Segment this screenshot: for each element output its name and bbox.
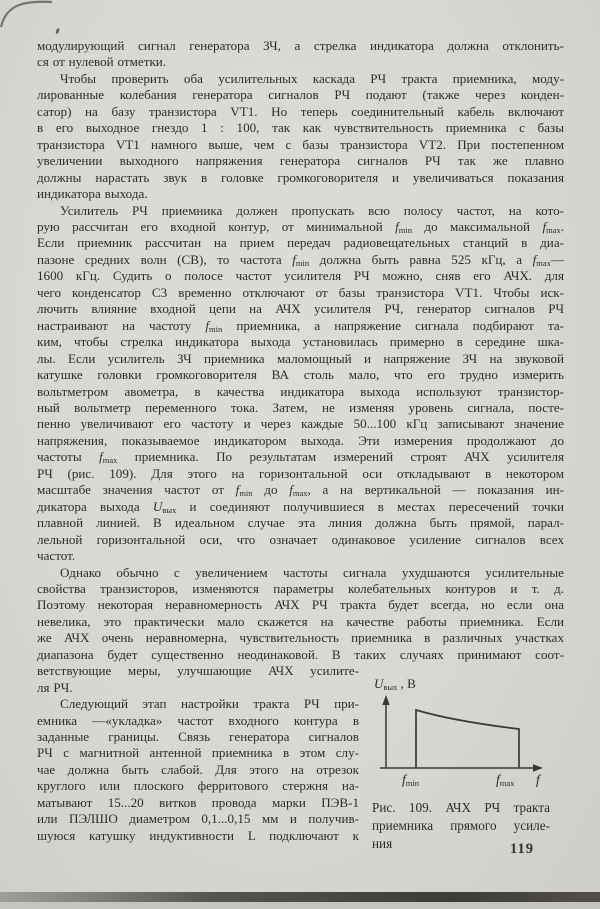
text-line: Чтобы проверить оба усилительных каскада РЧ тракта приемника, моду- [60, 70, 564, 86]
text-line: лельной горизонтальной оси, что означает одинаковое усиление сигналов всех [37, 531, 564, 547]
text-line: в его выходное гнездо 1 : 100, так как чувствительность приемника с базы [37, 120, 564, 136]
text-line: модулирующий сигнал генератора ЗЧ, а стрелка индикатора должна отклонить- [37, 38, 564, 53]
text-line: увеличении выходного напряжения генератора сигналов РЧ так же плавно [37, 153, 564, 169]
text-line: РЧ с магнитной антенной приемника в этом слу- [37, 745, 359, 761]
figure-109 [359, 663, 564, 852]
text-line: должны нарастать звук в головке громкоговорителя и увеличиваться показания [37, 169, 564, 185]
text-line: ля РЧ. [37, 679, 73, 695]
text-line: дикатора выхода $U_{вых}$ и соединяют получившиеся в местах пересечений точки [37, 498, 565, 515]
scan-margin-below-shadow [0, 902, 600, 909]
frequency-response-plot [372, 694, 558, 772]
text-line: лированные колебания генератора сигналов РЧ подают (также через конден- [37, 87, 564, 103]
ink-speck-artifact [55, 28, 60, 35]
text-line: чего конденсатор С3 временно отключают от базы транзистора VT1. Чтобы иск- [37, 284, 564, 300]
text-line: Если приемник рассчитан на прием передач радиовещательных станций в диа- [37, 235, 564, 251]
text-column-left [37, 663, 359, 852]
x-axis-arrowhead [533, 765, 543, 772]
text-line: плавной линией. В идеальном случае эта линия должна быть прямой, парал- [37, 515, 564, 531]
text-line: напряжения, показываемое индикатором выхода. Эти измерения продолжают до [37, 432, 564, 448]
text-column-full [37, 38, 564, 663]
text-line: свойства транзисторов, изменяются параметры колебательных контуров и т. д. [37, 580, 564, 596]
text-line: индикатора выхода. [37, 186, 148, 202]
text-line: заданные границы. Связь генератора сигналов [37, 729, 359, 745]
text-line: настраивают на частоту $f_{min}$ приемника, а напряжение сигнала подбирают та- [37, 317, 565, 334]
scan-shadow-bottom-edge [0, 892, 600, 902]
page-curl-artifact [0, 0, 60, 30]
text-line: шуюся катушку индуктивности L подключают к [37, 827, 359, 843]
text-line: Следующий этап настройки тракта РЧ при- [60, 696, 359, 712]
text-line: ветствующие меры, улучшающие АЧХ усилите- [37, 663, 359, 679]
text-line: ся от нулевой отметки. [37, 54, 167, 70]
text-line: Рис. 109. АЧХ РЧ тракта [372, 800, 550, 816]
text-line: лючить влияние входной цепи на АЧХ усилителя РЧ, генератор сигналов РЧ [37, 301, 564, 317]
text-line: Усилитель РЧ приемника должен пропускать всю полосу частот, на кото- [60, 202, 564, 218]
text-line: ный вольтметр переменного тока. Затем, не изменяя уровень сигнала, посте- [37, 399, 564, 415]
x-axis-f-label: f [536, 772, 540, 788]
text-line: лы. Если усилитель ЗЧ приемника маломощный и напряжение ЗЧ на звуковой [37, 350, 564, 366]
text-line: частоты $f_{max}$ приемника. По результатам измерений строят АЧХ усилителя [37, 449, 564, 466]
text-line: матывают 15...20 витков провода марки ПЭВ-1 [37, 794, 359, 810]
bottom-section [37, 663, 564, 852]
text-line: вольтметром авометра, в качества индикатора выхода используют транзистор- [37, 383, 564, 399]
text-line: ким, чтобы стрелка индикатора выхода установилась примерно в середине шка- [37, 334, 564, 350]
text-line: Поэтому некоторая неравномерность АЧХ РЧ тракта будет всегда, но если она [37, 597, 564, 613]
text-line: приемника прямого усиле- [372, 818, 550, 834]
page-number: 119 [510, 841, 534, 857]
text-line: круглого или плоского ферритового стержня на- [37, 778, 359, 794]
text-line: Однако обычно с увеличением частоты сигнала ухудшаются усилительные [60, 564, 564, 580]
x-axis-fmin-label: $f_{min}$ [402, 772, 419, 789]
response-curve [416, 710, 519, 768]
text-line: пазоне средних волн (СВ), то частота $f_{min}$ должна быть равна 525 кГц, а $f_{max}—$ [37, 251, 564, 268]
figure-x-axis-labels [372, 772, 564, 790]
figure-y-axis-label: $U_{вых}$ , В [374, 676, 416, 693]
x-axis-fmax-label: $f_{max}$ [496, 772, 515, 789]
text-line: чае должна быть слабой. Для этого на отрезок [37, 761, 359, 777]
text-line: невелика, это практически мало скажется на качестве работы приемника. Если [37, 613, 564, 629]
text-block [37, 38, 564, 853]
text-line: катушке головки громкоговорителя ВА столь мало, что его трудно измерить [37, 367, 564, 383]
text-line: транзистора VT1 намного выше, чем с базы транзистора VT2. При постепенном [37, 136, 564, 152]
text-line: масштабе значения частот от $f_{min}$ до $f_{max}$, а на вертикальной — показания ин- [37, 482, 564, 499]
text-line: ния [372, 835, 393, 851]
text-line: сатор) на базу транзистора VT1. Но теперь соединительный кабель включают [37, 103, 564, 119]
text-line: пенно увеличивают его частоту и через каждые 50...100 кГц записывают значение [37, 416, 564, 432]
text-line: РЧ (рис. 109). Для этого на горизонтальной оси откладывают в некотором [37, 465, 564, 481]
y-axis-arrowhead [382, 695, 389, 705]
text-line: емника —«укладка» частот входного контура в [37, 712, 359, 728]
text-line: диапазона будет существенно неодинаковой. В таких случаях принимают соот- [37, 646, 564, 662]
text-line: 1600 кГц. Судить о полосе частот усилителя РЧ можно, сняв его АЧХ. для [37, 268, 564, 284]
text-line: частот. [37, 548, 76, 564]
text-line: или ПЭЛШО диаметром 0,1...0,15 мм и получив- [37, 811, 359, 827]
text-line: же АЧХ очень неравномерна, чувствительность приемника в различных участках [37, 630, 564, 646]
text-line: рую рассчитан его входной контур, от минимальной $f_{min}$ до максимальной $f_{max}$. [37, 218, 564, 235]
